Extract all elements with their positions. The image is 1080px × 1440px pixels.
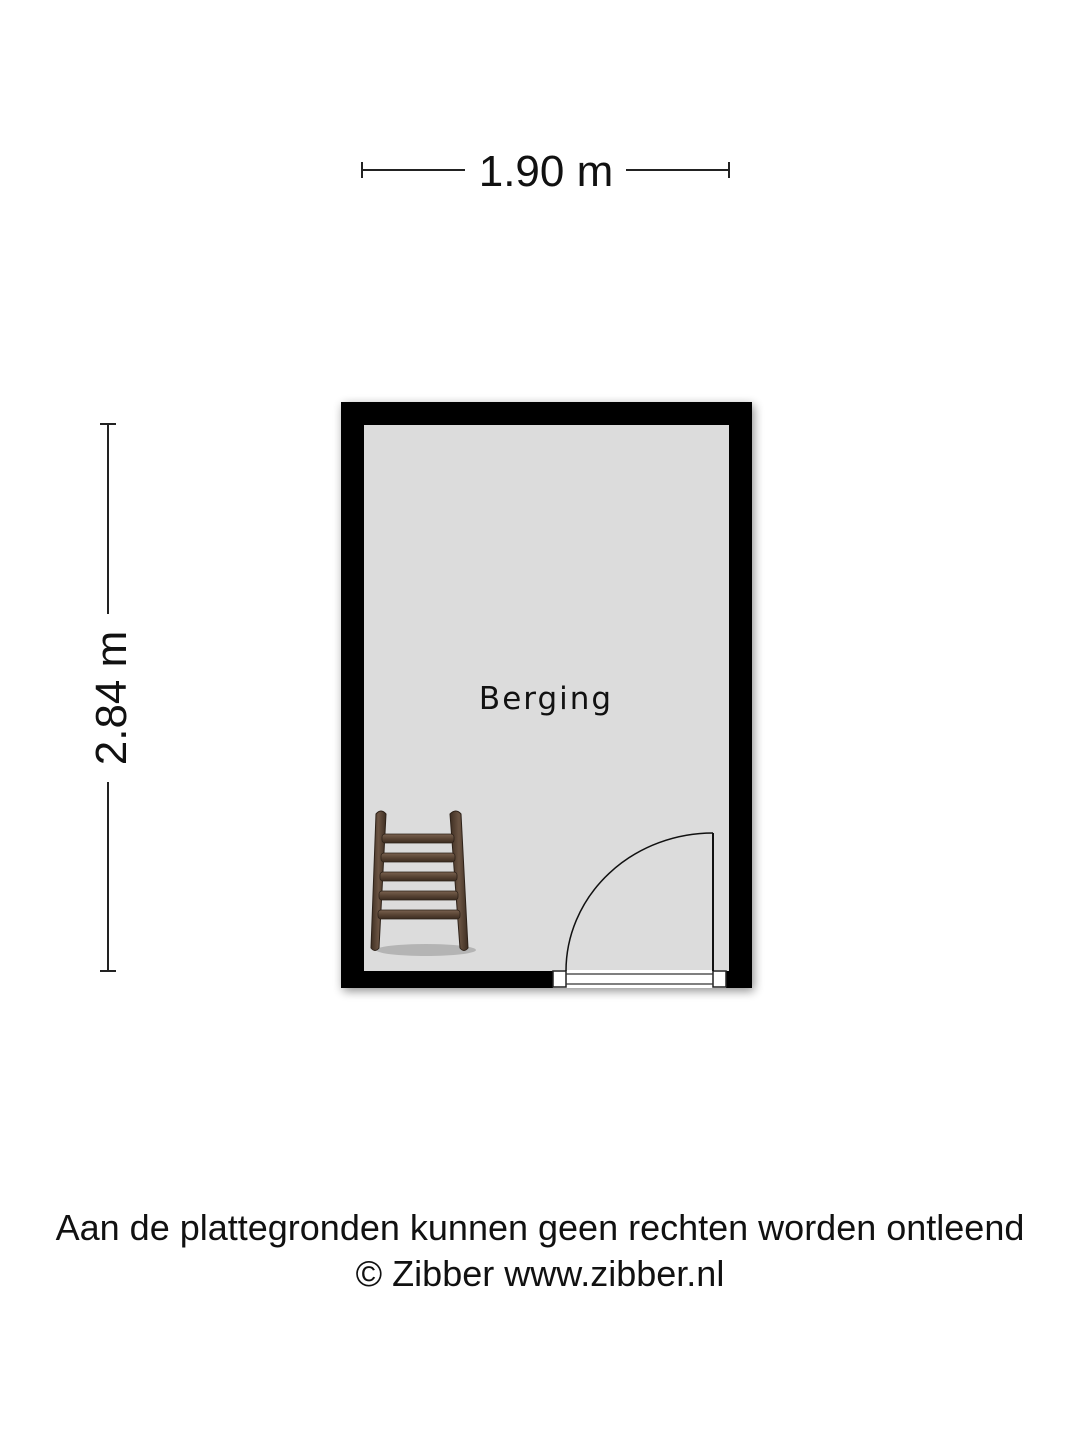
- copyright-text: © Zibber www.zibber.nl: [355, 1253, 725, 1294]
- width-dimension: [362, 147, 729, 196]
- height-dimension: [87, 424, 136, 971]
- footer: [0, 1205, 1080, 1297]
- height-label: 2.84 m: [87, 630, 136, 766]
- disclaimer-text: Aan de plattegronden kunnen geen rechten worden ontleend: [55, 1207, 1025, 1248]
- room-label: Berging: [478, 681, 614, 717]
- width-label: 1.90 m: [478, 147, 614, 196]
